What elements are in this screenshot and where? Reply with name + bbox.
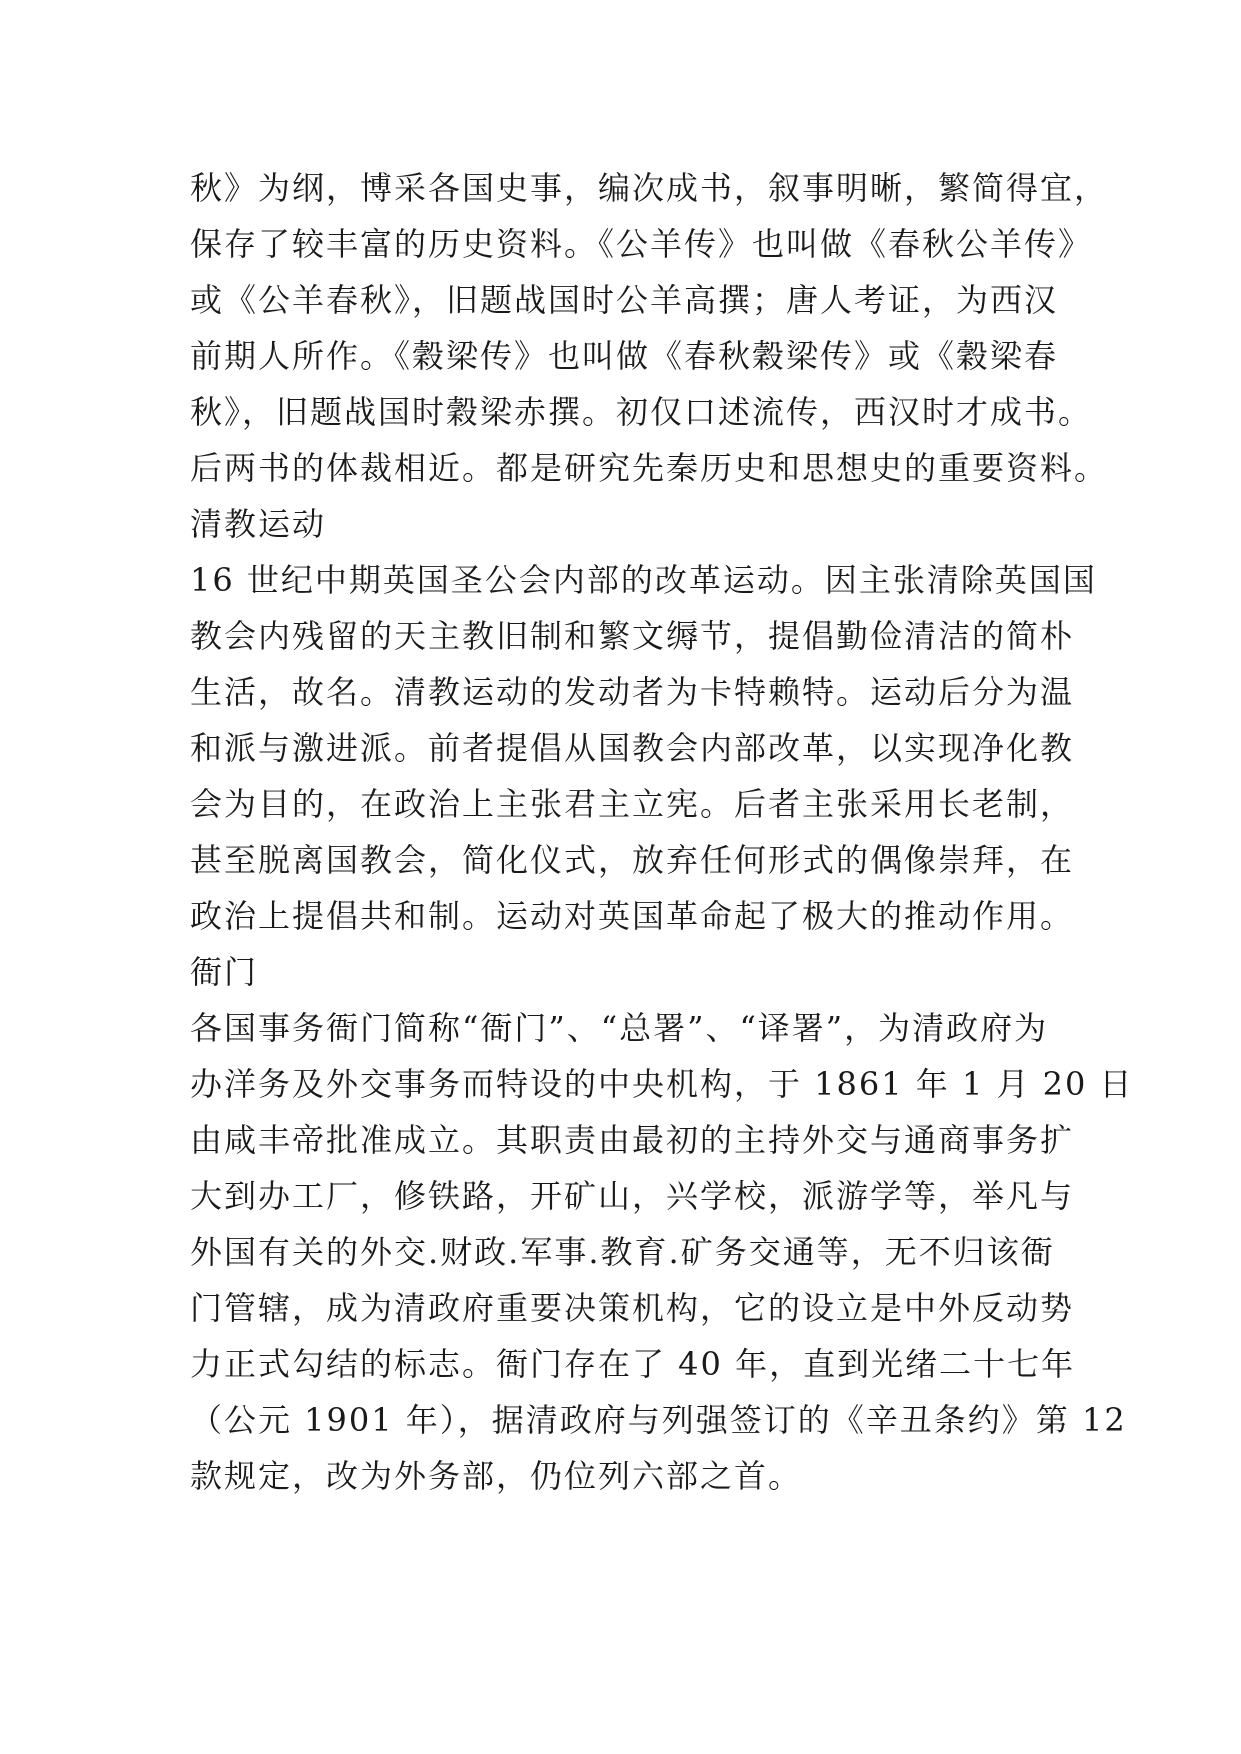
text-line: 秋》为纲，博采各国史事，编次成书，叙事明晰，繁简得宜， xyxy=(190,169,1109,207)
text-line: 16 世纪中期英国圣公会内部的改革运动。因主张清除英国国 xyxy=(190,561,1097,599)
text-line: 外国有关的外交.财政.军事.教育.矿务交通等，无不归该衙 xyxy=(190,1233,1055,1271)
text-line: 秋》，旧题战国时穀梁赤撰。初仅口述流传，西汉时才成书。 xyxy=(190,393,1093,431)
text-line: 门管辖，成为清政府重要决策机构，它的设立是中外反动势 xyxy=(190,1289,1075,1327)
section-heading-yamen: 衙门 xyxy=(190,953,259,991)
document-body xyxy=(190,160,1134,1504)
text-line: 和派与激进派。前者提倡从国教会内部改革，以实现净化教 xyxy=(190,729,1075,767)
text-line: 生活，故名。清教运动的发动者为卡特赖特。运动后分为温 xyxy=(190,673,1075,711)
text-line: 会为目的，在政治上主张君主立宪。后者主张采用长老制， xyxy=(190,785,1075,823)
text-line: 保存了较丰富的历史资料。《公羊传》也叫做《春秋公羊传》 xyxy=(190,225,1093,263)
text-line: 力正式勾结的标志。衙门存在了 40 年，直到光绪二十七年 xyxy=(190,1345,1076,1383)
text-line: 或《公羊春秋》，旧题战国时公羊高撰；唐人考证，为西汉 xyxy=(190,281,1059,319)
text-line: 后两书的体裁相近。都是研究先秦历史和思想史的重要资料。 xyxy=(190,449,1109,487)
text-line: 政治上提倡共和制。运动对英国革命起了极大的推动作用。 xyxy=(190,897,1075,935)
section-heading-puritan-movement: 清教运动 xyxy=(190,505,327,543)
text-line: 各国事务衙门简称“衙门”、“总署”、“译署”，为清政府为 xyxy=(190,1009,1049,1047)
text-line: 办洋务及外交事务而特设的中央机构，于 1861 年 1 月 20 日 xyxy=(190,1065,1134,1103)
text-line: 款规定，改为外务部，仍位列六部之首。 xyxy=(190,1457,803,1495)
text-line: 大到办工厂，修铁路，开矿山，兴学校，派游学等，举凡与 xyxy=(190,1177,1075,1215)
text-line: （公元 1901 年），据清政府与列强签订的《辛丑条约》第 12 xyxy=(190,1401,1127,1439)
text-line: 由咸丰帝批准成立。其职责由最初的主持外交与通商事务扩 xyxy=(190,1121,1075,1159)
text-line: 教会内残留的天主教旧制和繁文缛节，提倡勤俭清洁的简朴 xyxy=(190,617,1075,655)
text-line: 甚至脱离国教会，简化仪式，放弃任何形式的偶像崇拜，在 xyxy=(190,841,1075,879)
text-line: 前期人所作。《穀梁传》也叫做《春秋穀梁传》或《穀梁春 xyxy=(190,337,1059,375)
